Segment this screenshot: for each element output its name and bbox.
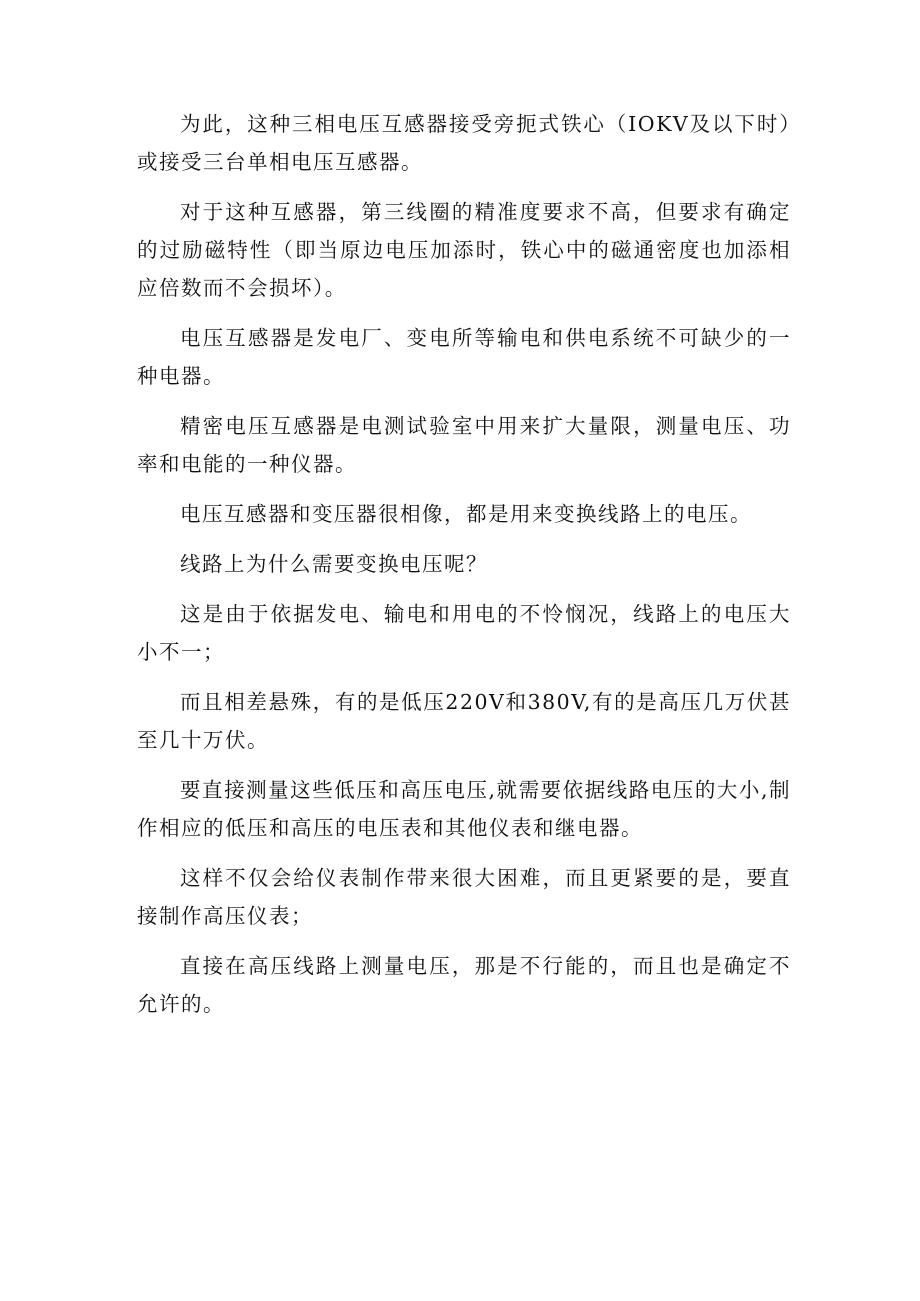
paragraph-1: 为此，这种三相电压互感器接受旁扼式铁心（IOKV及以下时）或接受三台单相电压互感器。 <box>137 112 791 174</box>
paragraph-2: 对于这种互感器，第三线圈的精准度要求不高，但要求有确定的过励磁特性（即当原边电压加添时，铁心中的磁通密度也加添相应倍数而不会损坏）。 <box>137 200 791 300</box>
paragraph-6: 线路上为什么需要变换电压呢？ <box>180 552 488 576</box>
paragraph-8: 而且相差悬殊，有的是低压220V和380V,有的是高压几万伏甚至几十万伏。 <box>137 690 791 752</box>
paragraph-5: 电压互感器和变压器很相像，都是用来变换线路上的电压。 <box>180 502 752 526</box>
paragraph-9: 要直接测量这些低压和高压电压,就需要依据线路电压的大小,制作相应的低压和高压的电压表和其他仪表和继电器。 <box>137 778 791 840</box>
paragraph-4: 精密电压互感器是电测试验室中用来扩大量限，测量电压、功率和电能的一种仪器。 <box>137 414 791 476</box>
paragraph-10: 这样不仅会给仪表制作带来很大困难，而且更紧要的是，要直接制作高压仪表； <box>137 866 791 928</box>
document-body <box>137 105 791 1035</box>
paragraph-3: 电压互感器是发电厂、变电所等输电和供电系统不可缺少的一种电器。 <box>137 326 791 388</box>
paragraph-11: 直接在高压线路上测量电压，那是不行能的，而且也是确定不允许的。 <box>137 954 791 1016</box>
paragraph-7: 这是由于依据发电、输电和用电的不怜悯况，线路上的电压大小不一； <box>137 602 791 664</box>
